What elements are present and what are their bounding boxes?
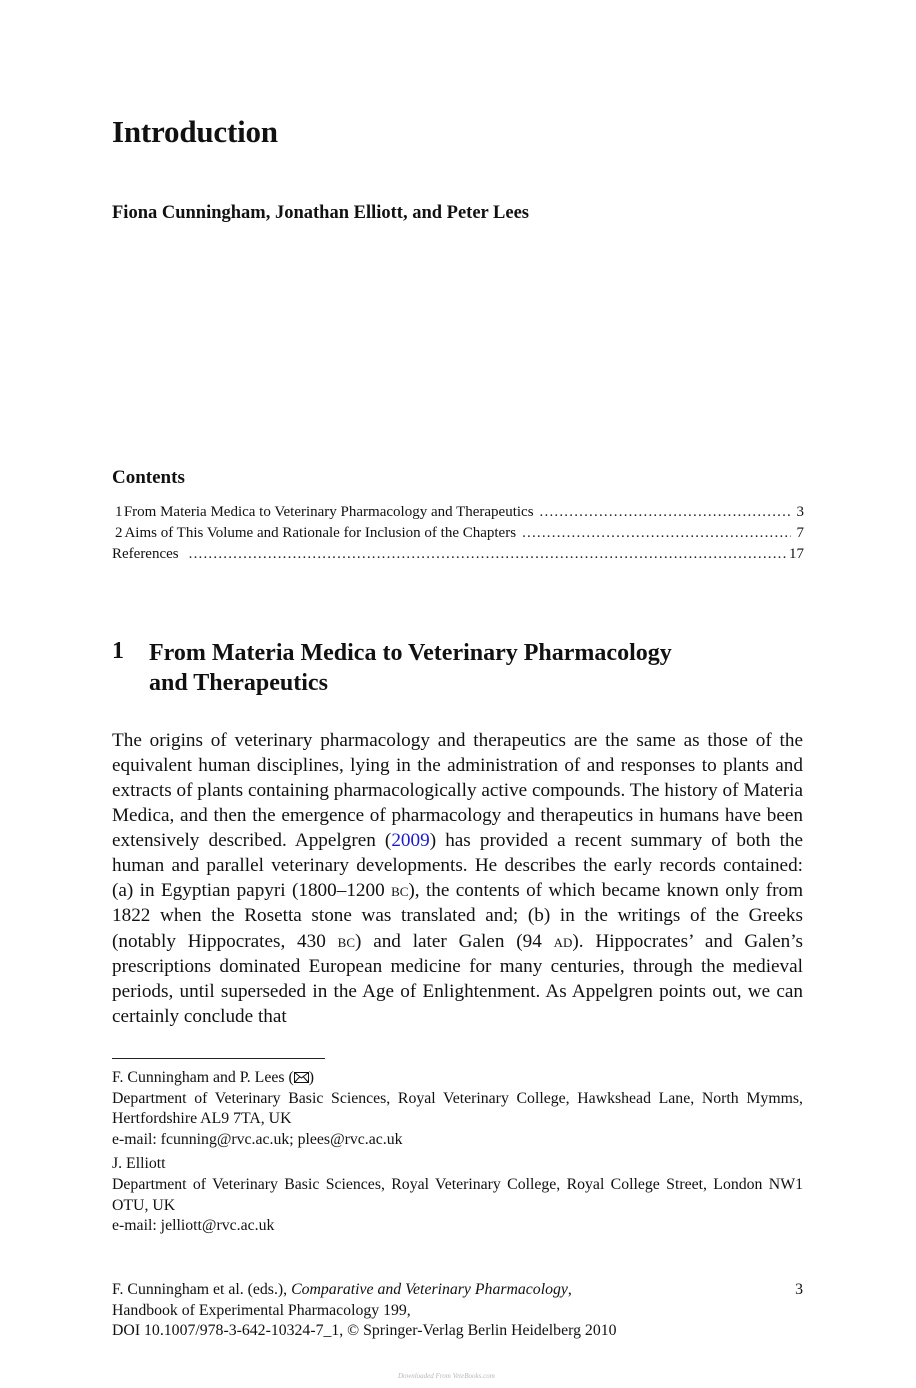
footer-citation-line [112,1280,803,1301]
contents-heading: Contents [112,467,185,488]
envelope-icon[interactable] [294,1069,309,1080]
section-title [149,638,749,698]
toc-leader-dots [189,546,787,563]
body-text-run: ). Hippocrates’ and Galen’s prescriptions dominated European medicine for many centuries, through the medieval periods, until superseded in the Age of Enlightenment. As Appelgren points out, we can certainly conclude that [112,931,804,1027]
footnote-affiliation-2 [112,1154,803,1236]
citation-link[interactable]: 2009 [391,829,430,851]
section-number: 1 [112,638,124,664]
body-text-run: ), the contents of which became known only from 1822 when the Rosetta stone was translated and; (b) in the writings of the Greeks (notably Hippocrates, 430 [112,880,804,953]
footer-book-ref: F. Cunningham et al. (eds.), Comparative and Veterinary Pharmacology, [112,1281,572,1298]
toc-leader-dots [540,504,791,521]
page-footer [112,1280,803,1342]
era-abbreviation: bc [391,880,409,901]
table-of-contents [112,504,804,567]
toc-leader-dots [522,525,790,542]
toc-entry[interactable] [112,504,804,525]
section-title-line: and Therapeutics [149,670,328,696]
footnote-department: Department of Veterinary Basic Sciences, Royal Veterinary College, Hawkshead Lane, North Mymms, Hertfordshire AL9 7TA, UK [112,1089,803,1128]
footnote-email[interactable]: e-mail: fcunning@rvc.ac.uk; plees@rvc.ac.uk [112,1130,403,1148]
footnote-department: Department of Veterinary Basic Sciences, Royal Veterinary College, Royal College Street, London NW1 OTU, UK [112,1175,803,1214]
book-title: Comparative and Veterinary Pharmacology [291,1281,568,1298]
download-watermark: Downloaded From VeteBooks.com [398,1372,495,1380]
toc-entry-title: From Materia Medica to Veterinary Pharmacology and Therapeutics [123,504,534,520]
page-number: 3 [795,1281,803,1298]
body-paragraph [112,729,803,1030]
toc-entry-title: Aims of This Volume and Rationale for Inclusion of the Chapters [124,525,517,541]
toc-entry-number: 2 [115,525,123,541]
toc-entry-title: References [112,546,179,562]
body-text-run: ) and later Galen (94 [355,931,554,953]
chapter-authors: Fiona Cunningham, Jonathan Elliott, and Peter Lees [112,203,529,223]
toc-entry[interactable] [112,525,804,546]
footer-doi: DOI 10.1007/978-3-642-10324-7_1, © Springer-Verlag Berlin Heidelberg 2010 [112,1322,617,1340]
toc-entry-page: 3 [796,504,804,520]
body-text-run: ) has provided a recent summary of both the human and parallel veterinary developments. He describes the early records contained: (a) in Egyptian papyri (1800–1200 [112,829,804,902]
toc-entry-references[interactable] [112,546,804,567]
toc-entry-number: 1 [115,504,123,520]
footnote-email[interactable]: e-mail: jelliott@rvc.ac.uk [112,1217,275,1235]
toc-entry-page: 17 [789,546,804,562]
era-abbreviation: ad [553,931,573,952]
footnote-authors: J. Elliott [112,1155,166,1173]
toc-entry-page: 7 [796,525,804,541]
footnote-affiliation-1 [112,1068,803,1150]
chapter-title: Introduction [112,114,278,149]
body-text-run: The origins of veterinary pharmacology and therapeutics are the same as those of the equivalent human disciplines, lying in the administration of and responses to plants and extracts of plants containing pharmacologically active compounds. The history of Materia Medica, and then the emergence of pharmacology and therapeutics in humans have been extensively described. Appelgren ( [112,730,803,851]
era-abbreviation: bc [337,931,355,952]
footnote-rule [112,1058,325,1059]
section-title-line: From Materia Medica to Veterinary Pharmacology [149,640,672,666]
footer-series: Handbook of Experimental Pharmacology 199, [112,1301,411,1319]
author-footnotes [112,1068,803,1241]
footnote-authors: F. Cunningham and P. Lees ( ) [112,1069,314,1086]
